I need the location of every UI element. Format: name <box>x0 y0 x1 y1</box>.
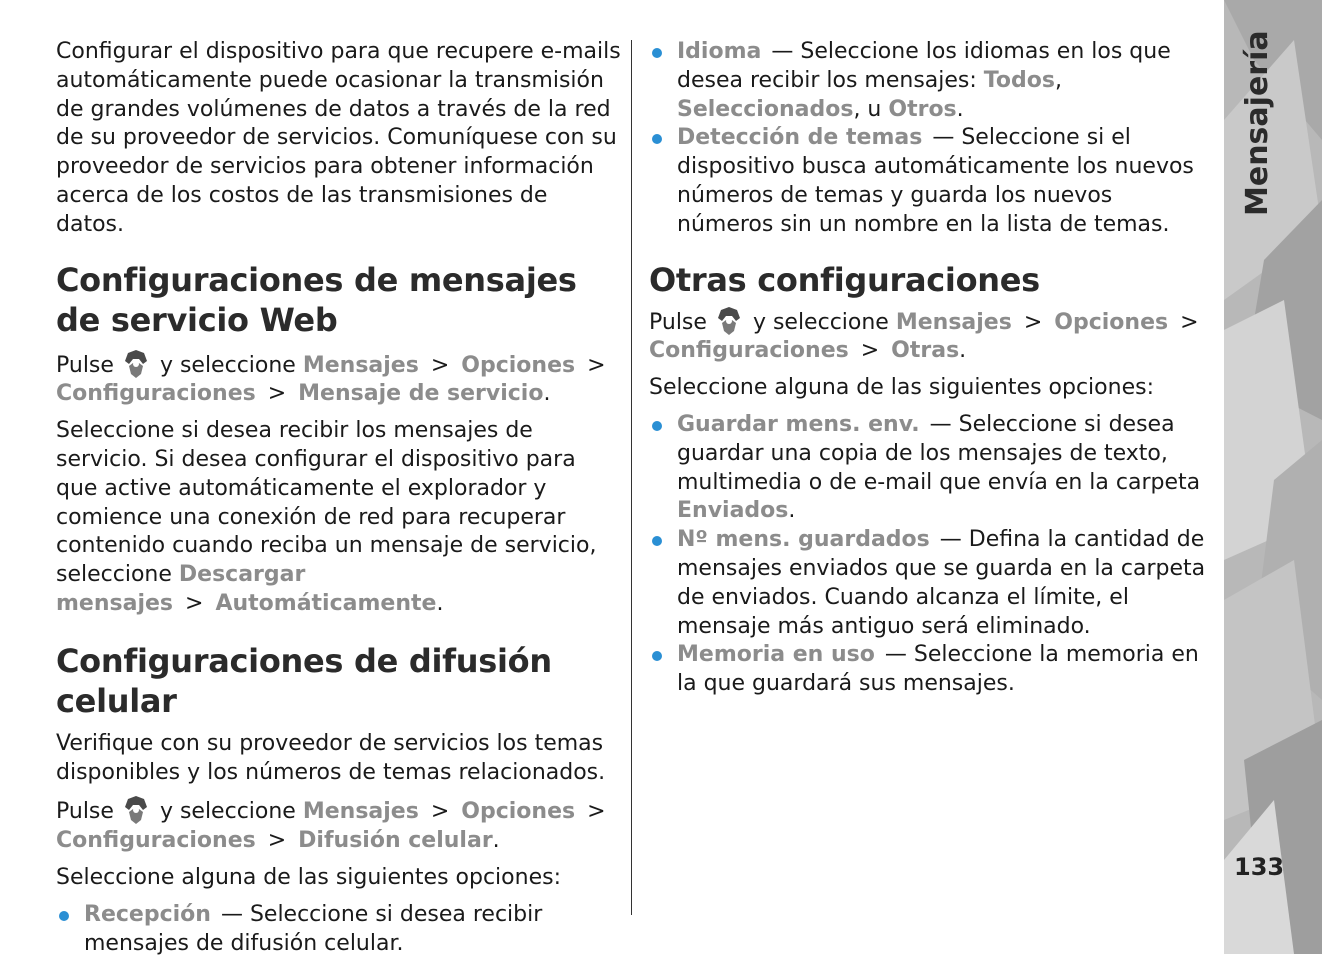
path-separator: > <box>430 799 450 825</box>
kw-descargar-mensajes: Descargar mensajes <box>56 562 306 616</box>
bullet-icon <box>652 651 662 661</box>
term: Nº mens. guardados <box>677 527 930 553</box>
web-body-text: Seleccione si desea recibir los mensajes de servicio. Si desea configurar el dispositivo para que active automáticamente el explorador y comience una conexión de red para recuperar contenido cuando reciba un mensaje de servicio, seleccione <box>56 418 597 588</box>
path-separator: > <box>267 828 287 854</box>
select-label: y seleccione <box>752 309 889 335</box>
dash: — <box>884 642 907 668</box>
bullet-icon <box>652 48 662 58</box>
select-label: y seleccione <box>159 352 296 378</box>
bullet-icon <box>652 536 662 546</box>
path-separator: > <box>860 338 880 364</box>
path-configuraciones: Configuraciones <box>56 381 256 407</box>
select-label: y seleccione <box>159 799 296 825</box>
path-difusion-celular: Difusión celular <box>298 828 493 854</box>
dash: — <box>771 39 794 64</box>
column-divider <box>631 40 632 915</box>
list-item <box>650 38 1215 124</box>
cell-options-list <box>56 901 621 958</box>
term: Guardar mens. env. <box>677 411 920 437</box>
list-item <box>650 641 1215 699</box>
menu-key-icon <box>122 795 150 825</box>
kw-automaticamente: Automáticamente <box>215 590 437 616</box>
other-menu-path <box>649 306 1215 367</box>
chapter-title-text: Mensajería <box>1240 30 1275 216</box>
description: Seleccione la memoria en la que guardará sus mensajes. <box>677 642 1199 697</box>
path-separator: > <box>587 352 606 378</box>
path-separator: > <box>1023 309 1043 335</box>
bullet-icon <box>59 911 69 921</box>
cell-intro: Verifique con su proveedor de servicios los temas disponibles y los números de temas relacionados. <box>56 730 606 785</box>
path-otras: Otras <box>891 338 960 364</box>
cell-menu-path <box>56 795 621 856</box>
list-item <box>650 124 1215 239</box>
opt-todos: Todos <box>983 67 1055 93</box>
period: . <box>959 338 967 364</box>
opt-otros: Otros <box>888 96 957 122</box>
description: Seleccione si el dispositivo busca automáticamente los nuevos números de temas y guarda los nuevos números sin un nombre en la lista de temas. <box>677 125 1194 237</box>
path-configuraciones: Configuraciones <box>56 828 256 854</box>
heading-cell-broadcast: Configuraciones de difusión celular <box>56 641 552 720</box>
dash: — <box>929 411 952 437</box>
description: Seleccione si desea recibir mensajes de difusión celular. <box>84 901 543 956</box>
path-mensajes: Mensajes <box>302 799 419 825</box>
path-opciones: Opciones <box>1054 309 1169 335</box>
description: Seleccione si desea guardar una copia de los mensajes de texto, multimedia o de e-mail que envía en la carpeta <box>677 411 1201 495</box>
period: . <box>492 828 500 854</box>
cell-select-text: Seleccione alguna de las siguientes opciones: <box>56 864 561 890</box>
path-opciones: Opciones <box>461 799 576 825</box>
dash: — <box>220 901 243 927</box>
intro-paragraph: Configurar el dispositivo para que recupere e-mails automáticamente puede ocasionar la transmisión de grandes volúmenes de datos a través de la red de su proveedor de servicios. Comuníquese con su proveedor de servicios para obtener información acerca de los costos de las transmisiones de datos. <box>56 39 621 237</box>
path-mensajes: Mensajes <box>302 352 419 378</box>
term: Memoria en uso <box>677 642 875 668</box>
web-body-paragraph <box>56 417 621 619</box>
path-separator: > <box>1180 309 1199 335</box>
pulse-label: Pulse <box>56 352 114 378</box>
term: Recepción <box>84 901 211 927</box>
path-opciones: Opciones <box>461 352 576 378</box>
page-number: 133 <box>1234 853 1285 881</box>
language-options-list <box>649 38 1215 240</box>
path-configuraciones: Configuraciones <box>649 338 849 364</box>
period: . <box>956 96 964 122</box>
path-separator: > <box>267 381 287 407</box>
heading-web-service: Configuraciones de mensajes de servicio Web <box>56 260 577 339</box>
left-column <box>56 38 621 958</box>
kw-enviados: Enviados <box>677 498 789 524</box>
comma: , <box>1054 67 1062 93</box>
period: . <box>788 498 796 524</box>
description: Defina la cantidad de mensajes enviados que se guarda en la carpeta de enviados. Cuando alcanza el límite, el mensaje más antiguo será eliminado. <box>677 527 1206 639</box>
pulse-label: Pulse <box>56 799 114 825</box>
path-separator: > <box>185 590 204 616</box>
path-mensaje-de-servicio: Mensaje de servicio <box>298 381 544 407</box>
right-column <box>649 38 1215 699</box>
term: Idioma <box>677 39 762 64</box>
path-separator: > <box>587 799 606 825</box>
menu-key-icon <box>122 349 150 379</box>
list-item <box>650 411 1215 526</box>
path-mensajes: Mensajes <box>895 309 1012 335</box>
conj-u: , u <box>853 96 882 122</box>
dash: — <box>939 527 962 553</box>
pulse-label: Pulse <box>649 309 707 335</box>
period: . <box>436 590 444 616</box>
opt-seleccionados: Seleccionados <box>677 96 854 122</box>
chapter-title <box>1232 30 1290 220</box>
web-menu-path <box>56 349 621 410</box>
description: Seleccione los idiomas en los que desea recibir los mensajes: <box>677 39 1171 93</box>
period: . <box>543 381 551 407</box>
bullet-icon <box>652 421 662 431</box>
list-item <box>650 526 1215 641</box>
other-options-list <box>649 411 1215 699</box>
term: Detección de temas <box>677 125 923 151</box>
heading-other-settings: Otras configuraciones <box>649 260 1040 299</box>
dash: — <box>932 125 955 151</box>
list-item <box>57 901 621 958</box>
path-separator: > <box>430 352 450 378</box>
bullet-icon <box>652 134 662 144</box>
menu-key-icon <box>715 306 743 336</box>
other-select-text: Seleccione alguna de las siguientes opciones: <box>649 375 1154 401</box>
